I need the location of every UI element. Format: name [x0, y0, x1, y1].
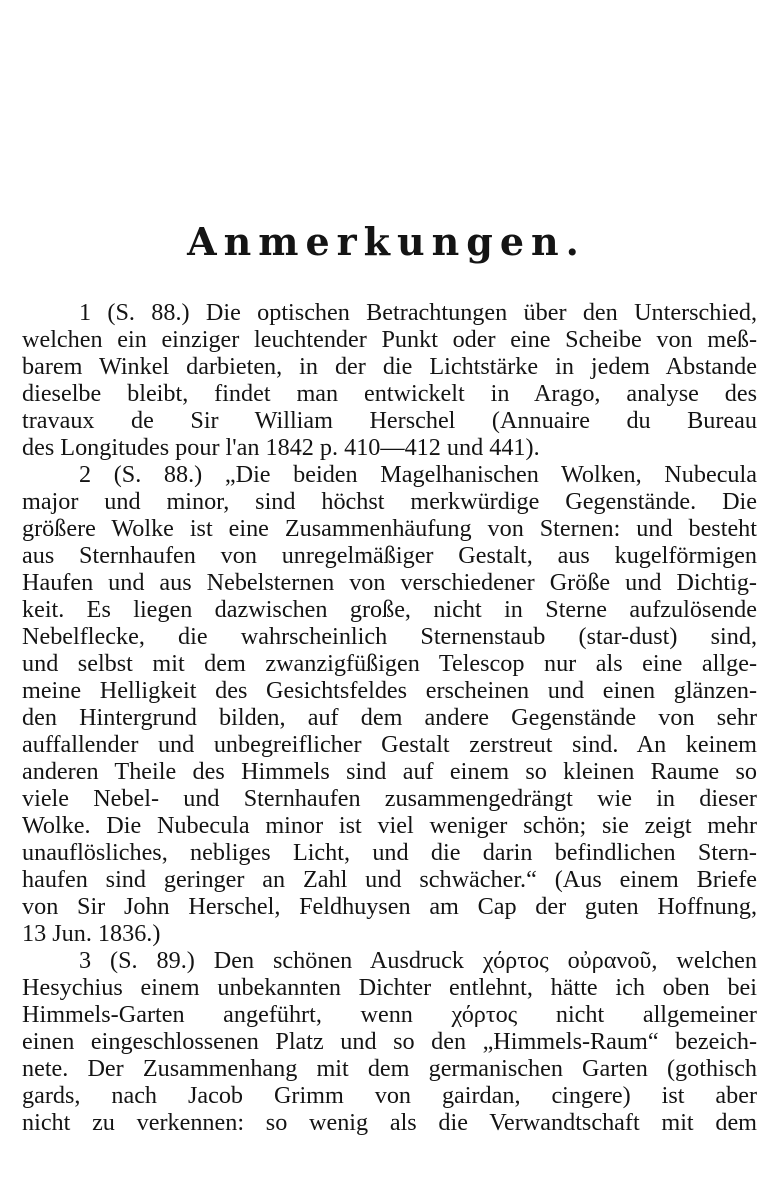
text-line: und selbst mit dem zwanzigfüßigen Telescop nur als eine allge- [22, 650, 757, 677]
text-line: 3 (S. 89.) Den schönen Ausdruck χόρτος οὐρανοῦ, welchen [79, 947, 757, 974]
text-line: gards, nach Jacob Grimm von gairdan, cingere) ist aber [22, 1082, 757, 1109]
page-title: Anmerkungen. [187, 219, 586, 264]
text-line: travaux de Sir William Herschel (Annuaire du Bureau [22, 407, 757, 434]
text-line: den Hintergrund bilden, auf dem andere Gegenstände von sehr [22, 704, 757, 731]
text-line: major und minor, sind höchst merkwürdige Gegenstände. Die [22, 488, 757, 515]
text-line: Nebelflecke, die wahrscheinlich Sternenstaub (star-dust) sind, [22, 623, 757, 650]
text-line: 2 (S. 88.) „Die beiden Magelhanischen Wolken, Nubecula [79, 461, 757, 488]
text-line: haufen sind geringer an Zahl und schwächer.“ (Aus einem Briefe [22, 866, 757, 893]
text-line: Himmels-Garten angeführt, wenn χόρτος nicht allgemeiner [22, 1001, 757, 1028]
text-line: dieselbe bleibt, findet man entwickelt in Arago, analyse des [22, 380, 757, 407]
text-line: größere Wolke ist eine Zusammenhäufung von Sternen: und besteht [22, 515, 757, 542]
text-line: Haufen und aus Nebelsternen von verschiedener Größe und Dichtig- [22, 569, 757, 596]
text-line: nete. Der Zusammenhang mit dem germanischen Garten (gothisch [22, 1055, 757, 1082]
text-line: barem Winkel darbieten, in der die Lichtstärke in jedem Abstande [22, 353, 757, 380]
text-line: anderen Theile des Himmels sind auf einem so kleinen Raume so [22, 758, 757, 785]
note-3 [22, 947, 757, 1136]
text-line: Hesychius einem unbekannten Dichter entlehnt, hätte ich oben bei [22, 974, 757, 1001]
note-2 [22, 461, 757, 947]
text-line: Wolke. Die Nubecula minor ist viel weniger schön; sie zeigt mehr [22, 812, 757, 839]
text-line: unauflösliches, nebliges Licht, und die darin befindlichen Stern- [22, 839, 757, 866]
text-line: viele Nebel- und Sternhaufen zusammengedrängt wie in dieser [22, 785, 757, 812]
text-line: auffallender und unbegreiflicher Gestalt zerstreut sind. An keinem [22, 731, 757, 758]
text-line: einen eingeschlossenen Platz und so den „Himmels-Raum“ bezeich- [22, 1028, 757, 1055]
text-line: aus Sternhaufen von unregelmäßiger Gestalt, aus kugelförmigen [22, 542, 757, 569]
note-1 [22, 299, 757, 461]
text-line: welchen ein einziger leuchtender Punkt oder eine Scheibe von meß- [22, 326, 757, 353]
text-line: 1 (S. 88.) Die optischen Betrachtungen über den Unterschied, [79, 299, 757, 326]
text-line: 13 Jun. 1836.) [22, 920, 161, 947]
notes-body [22, 299, 757, 1136]
text-line: meine Helligkeit des Gesichtsfeldes erscheinen und einen glänzen- [22, 677, 757, 704]
text-line: von Sir John Herschel, Feldhuysen am Cap der guten Hoffnung, [22, 893, 757, 920]
text-line: des Longitudes pour l'an 1842 p. 410—412 und 441). [22, 434, 540, 461]
text-line: keit. Es liegen dazwischen große, nicht in Sterne aufzulösende [22, 596, 757, 623]
text-line: nicht zu verkennen: so wenig als die Verwandtschaft mit dem [22, 1109, 757, 1136]
